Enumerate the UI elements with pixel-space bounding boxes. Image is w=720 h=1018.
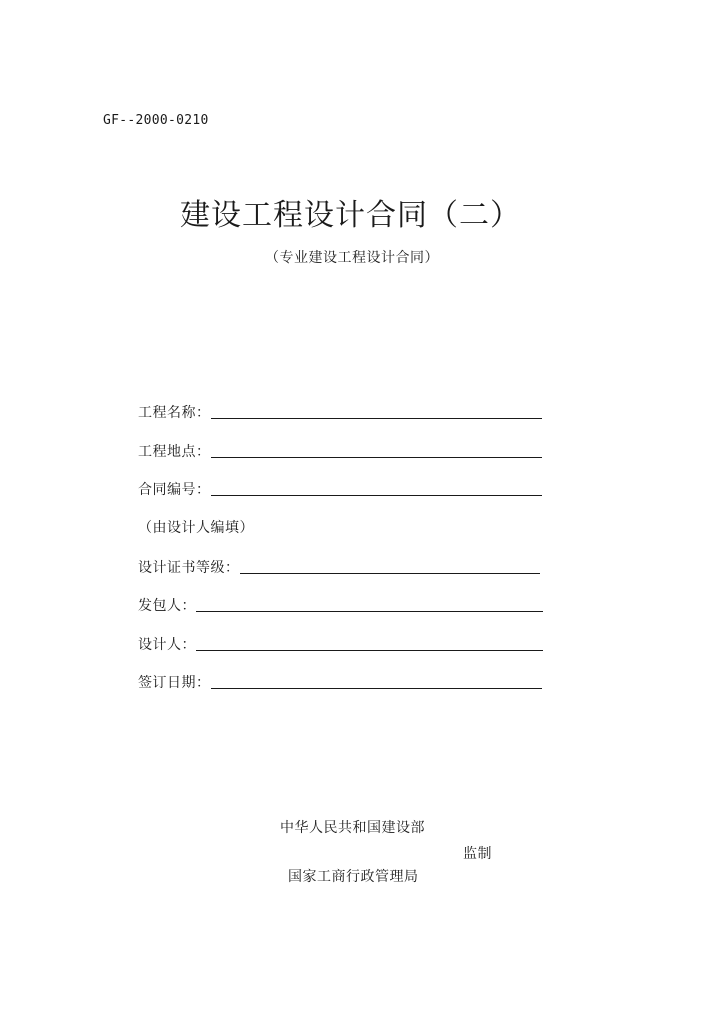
designer-blank[interactable] bbox=[196, 650, 543, 651]
designer-field bbox=[138, 632, 543, 654]
issuer-administration: 国家工商行政管理局 bbox=[288, 869, 419, 885]
signing-date-label: 签订日期： bbox=[138, 675, 211, 691]
certificate-grade-label: 设计证书等级： bbox=[138, 560, 240, 576]
contract-number-blank[interactable] bbox=[211, 495, 542, 496]
certificate-grade-field bbox=[138, 555, 540, 577]
employer-blank[interactable] bbox=[196, 611, 543, 612]
contract-number-note: （由设计人编填） bbox=[138, 520, 254, 536]
project-location-blank[interactable] bbox=[211, 457, 542, 458]
designer-label: 设计人： bbox=[138, 637, 196, 653]
document-code: GF--2000-0210 bbox=[103, 113, 209, 128]
project-name-blank[interactable] bbox=[211, 418, 542, 419]
document-title: 建设工程设计合同（二） bbox=[180, 198, 521, 233]
issuer-supervise: 监制 bbox=[463, 846, 492, 862]
project-location-field bbox=[138, 439, 542, 461]
signing-date-field bbox=[138, 670, 542, 692]
contract-number-label: 合同编号： bbox=[138, 482, 211, 498]
employer-label: 发包人： bbox=[138, 598, 196, 614]
certificate-grade-blank[interactable] bbox=[240, 573, 540, 574]
employer-field bbox=[138, 593, 543, 615]
project-location-label: 工程地点： bbox=[138, 444, 211, 460]
signing-date-blank[interactable] bbox=[211, 688, 542, 689]
issuer-ministry: 中华人民共和国建设部 bbox=[280, 820, 425, 836]
contract-number-field bbox=[138, 477, 542, 499]
project-name-label: 工程名称： bbox=[138, 405, 211, 421]
document-subtitle: （专业建设工程设计合同） bbox=[265, 250, 439, 266]
project-name-field bbox=[138, 400, 542, 422]
